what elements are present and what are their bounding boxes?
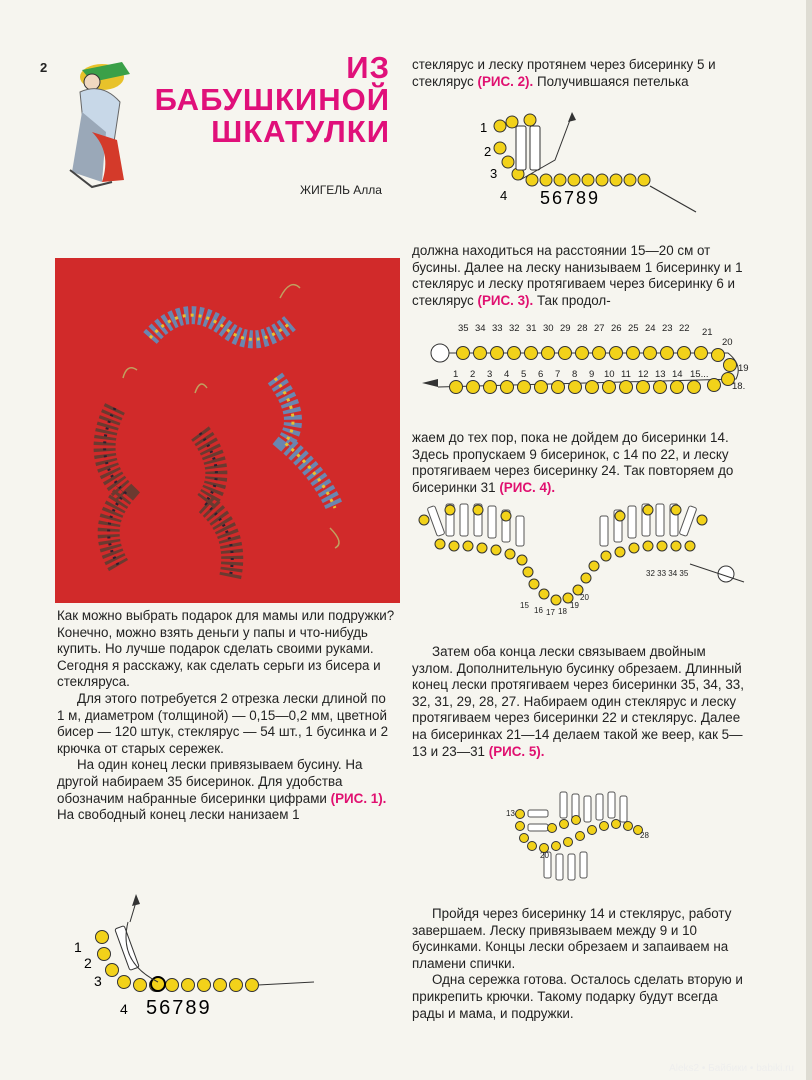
paragraph: Пройдя через бисеринку 14 и стеклярус, работу завершаем. Леску привязываем между 9 и 10 бусинками. Концы лески обрезаем и запаиваем на пламени спички. xyxy=(412,906,732,971)
fig3-bottom-label: 6 xyxy=(538,369,544,380)
text-block-right-2 xyxy=(412,243,750,309)
fig3-bottom-label: 8 xyxy=(572,369,578,380)
text-span: жаем до тех пор, пока не дойдем до бисеринки 14. Здесь пропускаем 9 бисеринок, с 14 по 22, и леску протягиваем через бисеринку 24. Так повторяем до бисеринки 31 xyxy=(412,430,734,495)
figure-2-diagram xyxy=(460,100,700,225)
fig3-top-label: 28 xyxy=(577,323,588,334)
fig5-label-right: 28 xyxy=(640,831,649,840)
text-block-left xyxy=(57,608,395,824)
article-title xyxy=(150,52,390,148)
fig1-label-1: 1 xyxy=(74,939,82,955)
fig3-top-label: 31 xyxy=(526,323,537,334)
fig3-bottom-label: 15... xyxy=(690,369,709,380)
text-span: Затем оба конца лески связываем двойным узлом. Дополнительную бусинку обрезаем. Длинный конец лески протягиваем через бисеринки 35, 34, 33, 32, 31, 29, 28, 27. Набираем один стеклярус и леску протягиваем через бисеринки 22 и стеклярус. Далее на бисеринках 21—14 делаем такой же веер, как 5—13 и 23—31 xyxy=(412,644,744,759)
fig3-top-label: 25 xyxy=(628,323,639,334)
text-span: должна находиться на расстоянии 15—20 см от бусины. Далее на леску нанизываем 1 бисеринку и 1 стеклярус и леску протягиваем через бисеринку 6 и стеклярус xyxy=(412,243,743,308)
fig3-top-label: 24 xyxy=(645,323,656,334)
fig3-bottom-label: 3 xyxy=(487,369,493,380)
fig3-bottom-label: 14 xyxy=(672,369,683,380)
fig4-label: 18 xyxy=(558,607,567,616)
fig3-top-label: 21 xyxy=(702,327,713,338)
fig3-top-label: 20 xyxy=(722,337,733,348)
fig2-label-3: 3 xyxy=(490,166,498,181)
cartoon-illustration xyxy=(62,52,134,194)
fig3-end-label: 19 xyxy=(738,363,749,374)
fig3-top-label: 33 xyxy=(492,323,503,334)
figure-reference: (РИС. 3). xyxy=(477,292,534,308)
watermark: Aleks2 • Байбики • babiki.ru xyxy=(669,1063,794,1074)
paragraph: Как можно выбрать подарок для мамы или подружки? Конечно, можно взять деньги у папы и что-нибудь купить. Но лучше подарок сделать своими руками. Сегодня я расскажу, как сделать серьги из бисера и стекляруса. xyxy=(57,608,395,690)
fig3-top-label: 30 xyxy=(543,323,554,334)
text-block-right-1 xyxy=(412,57,750,90)
page-edge xyxy=(806,0,812,1080)
figure-reference: (РИС. 1). xyxy=(330,790,387,806)
fig3-top-label: 32 xyxy=(509,323,520,334)
fig3-bottom-label: 12 xyxy=(638,369,649,380)
text-span: На один конец лески привязываем бусину. На другой набираем 35 бисеринок. Для удобства обозначим набранные бисеринки цифрами xyxy=(57,757,363,806)
fig3-bottom-label: 9 xyxy=(589,369,595,380)
fig1-label-3: 3 xyxy=(94,973,102,989)
figure-reference: (РИС. 5). xyxy=(488,743,545,759)
fig5-label-left: 13 xyxy=(506,809,515,818)
text-span: стеклярус и леску протянем через бисеринку 5 и стеклярус xyxy=(412,57,716,89)
figure-3-diagram xyxy=(418,315,753,415)
fig3-bottom-label: 1 xyxy=(453,369,459,380)
earrings-photo xyxy=(55,258,400,603)
fig3-top-label: 26 xyxy=(611,323,622,334)
title-line-1: ИЗ xyxy=(346,50,390,85)
fig4-label: 17 xyxy=(546,608,555,616)
fig5-label-mid: 20 xyxy=(540,851,549,860)
fig2-label-4: 4 xyxy=(500,188,508,203)
fig3-bottom-label: 11 xyxy=(621,369,631,380)
fig4-label: 15 xyxy=(520,601,529,610)
fig4-label: 19 xyxy=(570,601,579,610)
text-span: На свободный конец лески нанизаем 1 xyxy=(57,807,300,823)
fig2-label-1: 1 xyxy=(480,120,488,135)
fig1-label-4: 4 xyxy=(120,1001,128,1017)
fig4-label: 20 xyxy=(580,593,589,602)
fig3-bottom-label: 13 xyxy=(655,369,666,380)
fig3-top-label: 27 xyxy=(594,323,605,334)
title-line-3: ШКАТУЛКИ xyxy=(211,114,390,149)
fig3-bottom-label: 5 xyxy=(521,369,527,380)
fig3-bottom-label: 10 xyxy=(604,369,615,380)
fig3-top-label: 35 xyxy=(458,323,469,334)
fig1-label-2: 2 xyxy=(84,955,92,971)
text-block-right-5 xyxy=(412,906,750,1022)
fig3-top-label: 34 xyxy=(475,323,486,334)
figure-5-diagram xyxy=(500,790,660,895)
title-line-2: БАБУШКИНОЙ xyxy=(154,82,390,117)
text-block-right-4 xyxy=(412,644,750,760)
text-block-right-3 xyxy=(412,430,750,496)
paragraph: Для этого потребуется 2 отрезка лески длиной по 1 м, диаметром (толщиной) — 0,15—0,2 мм, цветной бисер — 120 штук, стеклярус — 54 шт., 1 бусинка и 2 крючка от старых сережек. xyxy=(57,690,389,756)
figure-1-diagram xyxy=(68,882,318,1022)
fig1-sequence: 56789 xyxy=(146,997,212,1019)
figure-4-diagram xyxy=(410,496,750,616)
fig3-bottom-label: 7 xyxy=(555,369,561,380)
fig3-top-label: 23 xyxy=(662,323,673,334)
page-number: 2 xyxy=(40,60,48,75)
fig3-end-label: 18. xyxy=(732,381,746,392)
fig3-top-label: 22 xyxy=(679,323,690,334)
fig2-label-2: 2 xyxy=(484,144,492,159)
fig4-tail-label: 32 33 34 35 xyxy=(646,569,689,578)
fig3-bottom-label: 4 xyxy=(504,369,510,380)
author-name: ЖИГЕЛЬ Алла xyxy=(300,183,382,197)
text-span: Получившаяся петелька xyxy=(536,73,689,89)
fig4-label: 16 xyxy=(534,606,543,615)
figure-reference: (РИС. 2). xyxy=(477,73,534,89)
fig3-top-label: 29 xyxy=(560,323,571,334)
fig2-sequence: 56789 xyxy=(540,188,601,208)
paragraph: Одна сережка готова. Осталось сделать вторую и прикрепить крючки. Такому подарку будут всегда рады и мама, и подружки. xyxy=(412,972,743,1021)
figure-reference: (РИС. 4). xyxy=(499,479,556,495)
text-span: Так продол- xyxy=(536,292,611,308)
fig3-bottom-label: 2 xyxy=(470,369,476,380)
